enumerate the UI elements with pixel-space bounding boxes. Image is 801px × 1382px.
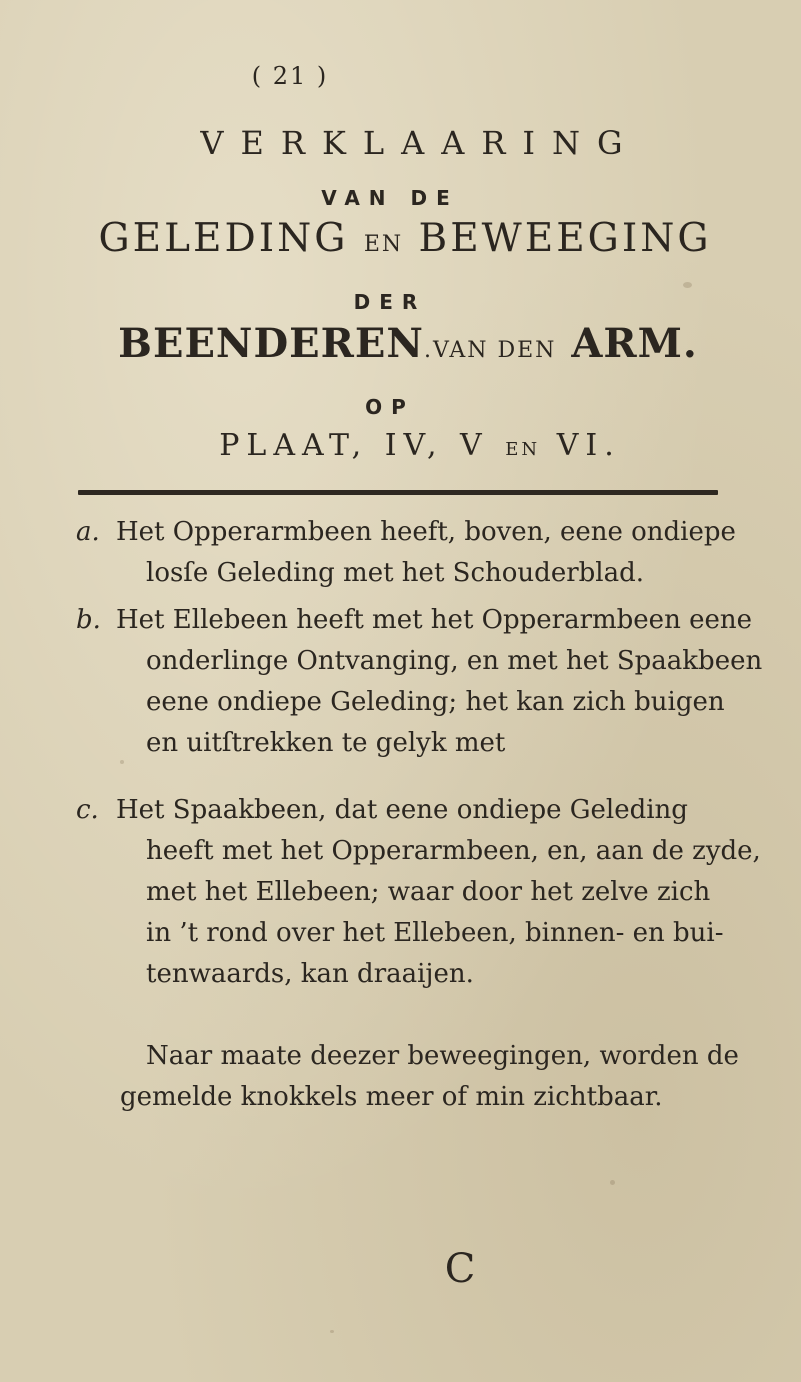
horizontal-rule: [78, 490, 718, 495]
paragraph-line: onderlinge Ontvanging, en met het Spaakbeen: [146, 646, 763, 676]
paragraph-line: Het Spaakbeen, dat eene ondiepe Geleding: [116, 795, 688, 825]
paragraph-line: en uitſtrekken te gelyk met: [146, 728, 506, 758]
heading-line-beenderen-arm: [38, 320, 778, 367]
paragraph-letter: a.: [76, 517, 100, 547]
stain: [330, 1330, 334, 1333]
heading-word-en-small: EN: [505, 439, 541, 460]
heading-line-op: OP: [365, 395, 415, 419]
paragraph-line: heeft met het Opperarmbeen, en, aan de zyde,: [146, 836, 761, 866]
paragraph-line: Het Ellebeen heeft met het Opperarmbeen eene: [116, 605, 752, 635]
heading-words-plaat: PLAAT, IV, V: [219, 428, 489, 463]
heading-word-beweeging: BEWEEGING: [418, 216, 712, 261]
paragraph-line: met het Ellebeen; waar door het zelve zich: [146, 877, 711, 907]
paragraph-line: eene ondiepe Geleding; het kan zich buigen: [146, 687, 725, 717]
heading-line-van-de: VAN DE: [321, 186, 459, 210]
heading-line-der: DER: [353, 290, 427, 314]
paragraph-letter: c.: [76, 795, 99, 825]
stain: [683, 282, 692, 288]
paragraph-line: in ’t rond over het Ellebeen, binnen- en bui-: [146, 918, 724, 948]
paragraph-line: gemelde knokkels meer of min zichtbaar.: [120, 1082, 663, 1112]
paragraph-line: Naar maate deezer beweegingen, worden de: [146, 1041, 739, 1071]
heading-line-plaat: [60, 428, 780, 463]
heading-word-en: EN: [363, 232, 404, 257]
paragraph-letter: b.: [76, 605, 101, 635]
stain: [120, 760, 124, 764]
heading-line-geleding-beweeging: [40, 216, 770, 261]
stain: [610, 1180, 615, 1185]
signature-mark: C: [444, 1246, 476, 1292]
paragraph-line: losſe Geleding met het Schouderblad.: [146, 558, 644, 588]
heading-word-geleding: GELEDING: [98, 216, 349, 261]
heading-words-van-den: .VAN DEN: [423, 338, 557, 363]
heading-line-verklaring: VERKLAARING: [200, 124, 640, 162]
paragraph-line: Het Opperarmbeen heeft, boven, eene ondiepe: [116, 517, 736, 547]
heading-word-arm: ARM.: [571, 320, 698, 367]
heading-word-vi: VI.: [556, 428, 621, 463]
paragraph-line: tenwaards, kan draaijen.: [146, 959, 474, 989]
page-number: ( 21 ): [251, 62, 329, 90]
heading-word-beenderen: BEENDEREN: [118, 320, 424, 367]
